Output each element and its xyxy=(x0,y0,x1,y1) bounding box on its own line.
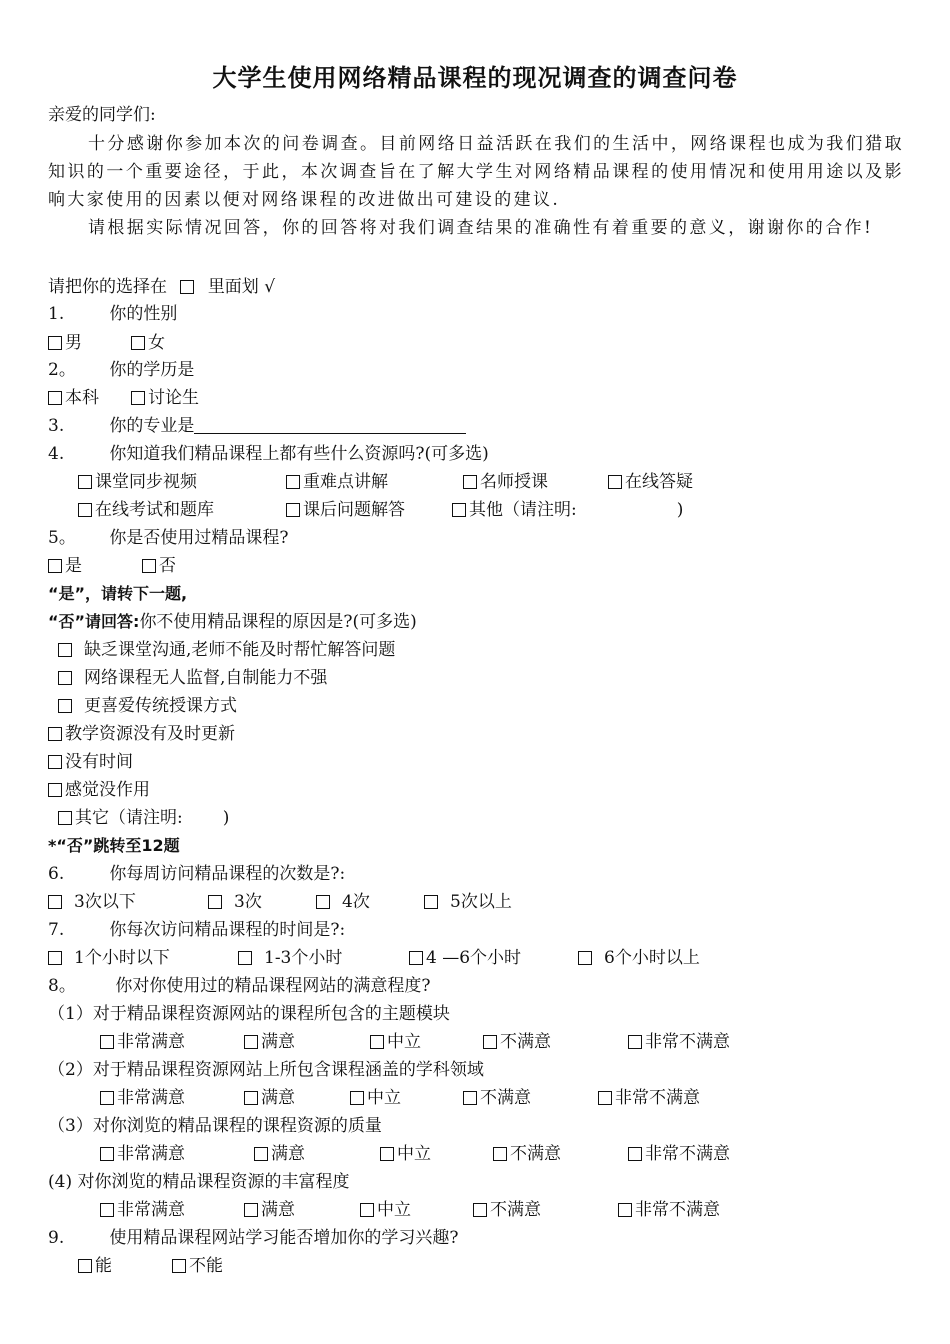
q7-option-3[interactable] xyxy=(409,947,521,969)
question-3 xyxy=(48,415,466,437)
option-label: 其他（请注明: xyxy=(469,500,577,520)
option-label: 不满意 xyxy=(480,1088,531,1108)
option-label: 在线答疑 xyxy=(625,472,693,492)
mark-instruction-post: 里面划 √ xyxy=(207,277,276,297)
question-number: 9. xyxy=(48,1228,65,1248)
q8-sub-3-label: （3）对你浏览的精品课程的课程资源的质量 xyxy=(48,1116,382,1136)
checkbox[interactable] xyxy=(48,895,62,909)
q2-option-undergrad[interactable] xyxy=(48,387,99,409)
checkbox[interactable] xyxy=(48,783,62,797)
checkbox[interactable] xyxy=(244,1035,258,1049)
question-number: 4. xyxy=(48,444,65,464)
option-label: 更喜爱传统授课方式 xyxy=(84,696,237,716)
option-label: 非常满意 xyxy=(117,1200,185,1220)
checkbox[interactable] xyxy=(360,1203,374,1217)
q5-reason-5[interactable] xyxy=(48,751,133,773)
option-label: 名师授课 xyxy=(480,472,548,492)
option-label: 教学资源没有及时更新 xyxy=(65,724,235,744)
instruction-paragraph: 请根据实际情况回答，你的回答将对我们调查结果的准确性有着重要的意义，谢谢你的合作! xyxy=(88,218,874,238)
q4-option-teachers[interactable] xyxy=(463,471,548,493)
q6-option-4[interactable] xyxy=(424,891,512,913)
checkbox[interactable] xyxy=(208,895,222,909)
option-label: 重难点讲解 xyxy=(303,472,388,492)
q5-reason-1[interactable] xyxy=(58,639,395,661)
option-label: 满意 xyxy=(271,1144,305,1164)
q8-4-satisfied[interactable] xyxy=(244,1199,295,1221)
q4-option-keypoints[interactable] xyxy=(286,471,388,493)
question-text: 你知道我们精品课程上都有些什么资源吗?(可多选) xyxy=(109,444,489,464)
question-2 xyxy=(48,359,194,381)
option-label: 不满意 xyxy=(500,1032,551,1052)
q4-option-video[interactable] xyxy=(78,471,197,493)
checkbox[interactable] xyxy=(100,1147,114,1161)
option-label: 网络课程无人监督,自制能力不强 xyxy=(84,668,328,688)
option-label: 中立 xyxy=(377,1200,411,1220)
option-label: 非常不满意 xyxy=(645,1144,730,1164)
q8-2-very-dissatisfied[interactable] xyxy=(598,1087,700,1109)
q8-3-very-satisfied[interactable] xyxy=(100,1143,185,1165)
checkbox[interactable] xyxy=(58,811,72,825)
checkbox[interactable] xyxy=(628,1147,642,1161)
checkbox[interactable] xyxy=(244,1091,258,1105)
q8-2-neutral[interactable] xyxy=(350,1087,401,1109)
checkbox[interactable] xyxy=(618,1203,632,1217)
checkbox-example xyxy=(180,280,194,294)
q8-1-very-satisfied[interactable] xyxy=(100,1031,185,1053)
q4-option-qa[interactable] xyxy=(608,471,693,493)
checkbox[interactable] xyxy=(463,1091,477,1105)
q8-1-very-dissatisfied[interactable] xyxy=(628,1031,730,1053)
checkbox[interactable] xyxy=(172,1259,186,1273)
option-label: 是 xyxy=(65,556,82,576)
option-label: 3次 xyxy=(234,892,262,912)
question-number: 6. xyxy=(48,864,65,884)
option-label: 不满意 xyxy=(490,1200,541,1220)
option-label: 中立 xyxy=(397,1144,431,1164)
q5-no-question xyxy=(48,611,417,633)
q8-4-very-dissatisfied[interactable] xyxy=(618,1199,720,1221)
q8-1-dissatisfied[interactable] xyxy=(483,1031,551,1053)
page-title: 大学生使用网络精品课程的现况调查的调查问卷 xyxy=(212,64,738,92)
q8-sub-1-label: （1）对于精品课程资源网站的课程所包含的主题模块 xyxy=(48,1004,450,1024)
question-text: 使用精品课程网站学习能否增加你的学习兴趣? xyxy=(109,1228,459,1248)
option-label: 非常不满意 xyxy=(645,1032,730,1052)
checkbox[interactable] xyxy=(578,951,592,965)
checkbox[interactable] xyxy=(316,895,330,909)
option-label: 能 xyxy=(95,1256,112,1276)
q5-yes-instruction: “是”，请转下一题, xyxy=(48,584,188,603)
checkbox[interactable] xyxy=(286,503,300,517)
q5-reason-6[interactable] xyxy=(48,779,150,801)
option-label: 中立 xyxy=(387,1032,421,1052)
checkbox[interactable] xyxy=(100,1035,114,1049)
option-label: 1-3个小时 xyxy=(264,948,343,968)
checkbox[interactable] xyxy=(78,503,92,517)
option-label: 在线考试和题库 xyxy=(95,500,214,520)
mark-instruction-pre: 请把你的选择在 xyxy=(48,277,167,297)
q6-option-3[interactable] xyxy=(316,891,370,913)
question-text: 你是否使用过精品课程? xyxy=(109,528,289,548)
option-label: 4次 xyxy=(342,892,370,912)
q8-4-very-satisfied[interactable] xyxy=(100,1199,185,1221)
checkbox[interactable] xyxy=(48,336,62,350)
option-label: 没有时间 xyxy=(65,752,133,772)
checkbox[interactable] xyxy=(286,475,300,489)
question-9 xyxy=(48,1227,459,1249)
q4-option-exam[interactable] xyxy=(78,499,214,521)
checkbox[interactable] xyxy=(380,1147,394,1161)
q8-3-very-dissatisfied[interactable] xyxy=(628,1143,730,1165)
option-label: 女 xyxy=(148,333,165,353)
question-8 xyxy=(48,975,431,997)
checkbox[interactable] xyxy=(238,951,252,965)
checkbox[interactable] xyxy=(350,1091,364,1105)
question-7 xyxy=(48,919,345,941)
question-text: 你的学历是 xyxy=(109,360,195,380)
checkbox[interactable] xyxy=(483,1035,497,1049)
checkbox[interactable] xyxy=(473,1203,487,1217)
q8-sub-2-label: （2）对于精品课程资源网站上所包含课程涵盖的学科领域 xyxy=(48,1060,484,1080)
option-label: 1个小时以下 xyxy=(74,948,170,968)
question-4 xyxy=(48,443,489,465)
question-number: 3. xyxy=(48,416,65,436)
checkbox[interactable] xyxy=(131,391,145,405)
question-number: 7. xyxy=(48,920,65,940)
q8-2-very-satisfied[interactable] xyxy=(100,1087,185,1109)
q5-no-text: 你不使用精品课程的原因是?(可多选) xyxy=(139,612,417,632)
question-number: 2。 xyxy=(48,360,76,380)
option-label-close: ) xyxy=(222,808,230,828)
option-label: 课堂同步视频 xyxy=(95,472,197,492)
q8-3-neutral[interactable] xyxy=(380,1143,431,1165)
option-label: 课后问题解答 xyxy=(303,500,405,520)
q4-option-after-class[interactable] xyxy=(286,499,405,521)
major-input-line[interactable] xyxy=(194,417,466,434)
option-label: 满意 xyxy=(261,1032,295,1052)
checkbox[interactable] xyxy=(48,755,62,769)
option-label: 非常满意 xyxy=(117,1088,185,1108)
checkbox[interactable] xyxy=(48,727,62,741)
question-number: 1. xyxy=(48,304,65,324)
checkbox[interactable] xyxy=(493,1147,507,1161)
checkbox[interactable] xyxy=(100,1203,114,1217)
checkbox[interactable] xyxy=(78,475,92,489)
option-label: 6个小时以上 xyxy=(604,948,700,968)
option-label: 3次以下 xyxy=(74,892,136,912)
q5-option-no[interactable] xyxy=(142,555,176,577)
q8-3-dissatisfied[interactable] xyxy=(493,1143,561,1165)
q8-4-neutral[interactable] xyxy=(360,1199,411,1221)
option-label-close: ) xyxy=(676,500,684,520)
option-label: 讨论生 xyxy=(148,388,199,408)
option-label: 4 —6个小时 xyxy=(426,948,522,968)
question-number: 8。 xyxy=(48,976,76,996)
option-label: 否 xyxy=(159,556,176,576)
option-label: 非常不满意 xyxy=(635,1200,720,1220)
q7-option-2[interactable] xyxy=(238,947,342,969)
checkbox[interactable] xyxy=(48,559,62,573)
option-label: 非常满意 xyxy=(117,1144,185,1164)
checkbox[interactable] xyxy=(598,1091,612,1105)
checkbox[interactable] xyxy=(58,643,72,657)
question-text: 你的性别 xyxy=(109,304,178,324)
checkbox[interactable] xyxy=(48,391,62,405)
q5-reason-2[interactable] xyxy=(58,667,327,689)
question-text: 你的专业是 xyxy=(109,416,195,436)
question-5 xyxy=(48,527,289,549)
q8-4-dissatisfied[interactable] xyxy=(473,1199,541,1221)
checkbox[interactable] xyxy=(424,895,438,909)
q8-2-dissatisfied[interactable] xyxy=(463,1087,531,1109)
q5-no-label: “否”请回答: xyxy=(48,612,140,631)
q8-sub-4-label: (4) 对你浏览的精品课程资源的丰富程度 xyxy=(48,1172,350,1192)
intro-paragraph: 十分感谢你参加本次的问卷调查。目前网络日益活跃在我们的生活中，网络课程也成为我们猎取知识的一个重要途径，于此，本次调查旨在了解大学生对网络精品课程的使用情况和使用用途以及影响大家使用的因素以便对网络课程的改进做出可建设的建议. xyxy=(48,134,904,210)
q7-option-1[interactable] xyxy=(48,947,170,969)
question-6 xyxy=(48,863,345,885)
checkbox[interactable] xyxy=(409,951,423,965)
checkbox[interactable] xyxy=(254,1147,268,1161)
question-1 xyxy=(48,303,177,325)
q8-1-satisfied[interactable] xyxy=(244,1031,295,1053)
q5-option-yes[interactable] xyxy=(48,555,82,577)
option-label: 不能 xyxy=(189,1256,223,1276)
checkbox[interactable] xyxy=(48,951,62,965)
checkbox[interactable] xyxy=(452,503,466,517)
checkbox[interactable] xyxy=(100,1091,114,1105)
q5-reason-4[interactable] xyxy=(48,723,235,745)
checkbox[interactable] xyxy=(131,336,145,350)
option-label: 5次以上 xyxy=(450,892,512,912)
mark-instruction xyxy=(48,276,275,298)
q5-reason-other[interactable] xyxy=(58,807,229,829)
option-label: 本科 xyxy=(65,388,99,408)
option-label: 非常满意 xyxy=(117,1032,185,1052)
question-text: 你对你使用过的精品课程网站的满意程度? xyxy=(115,976,431,996)
q5-reason-3[interactable] xyxy=(58,695,237,717)
checkbox[interactable] xyxy=(58,671,72,685)
option-label: 满意 xyxy=(261,1200,295,1220)
checkbox[interactable] xyxy=(142,559,156,573)
q8-3-satisfied[interactable] xyxy=(254,1143,305,1165)
checkbox[interactable] xyxy=(628,1035,642,1049)
q1-option-female[interactable] xyxy=(131,332,165,354)
q7-option-4[interactable] xyxy=(578,947,700,969)
q9-option-yes[interactable] xyxy=(78,1255,112,1277)
checkbox[interactable] xyxy=(78,1259,92,1273)
option-label: 缺乏课堂沟通,老师不能及时帮忙解答问题 xyxy=(84,640,396,660)
q5-jump-note: *“否”跳转至12题 xyxy=(48,836,180,855)
q2-option-graduate[interactable] xyxy=(131,387,199,409)
q6-option-2[interactable] xyxy=(208,891,262,913)
option-label: 男 xyxy=(65,333,82,353)
checkbox[interactable] xyxy=(244,1203,258,1217)
q8-2-satisfied[interactable] xyxy=(244,1087,295,1109)
option-label: 其它（请注明: xyxy=(75,808,183,828)
question-number: 5。 xyxy=(48,528,76,548)
option-label: 非常不满意 xyxy=(615,1088,700,1108)
q4-option-other[interactable] xyxy=(452,499,683,521)
checkbox[interactable] xyxy=(370,1035,384,1049)
q8-1-neutral[interactable] xyxy=(370,1031,421,1053)
checkbox[interactable] xyxy=(463,475,477,489)
option-label: 不满意 xyxy=(510,1144,561,1164)
q6-option-1[interactable] xyxy=(48,891,136,913)
q1-option-male[interactable] xyxy=(48,332,82,354)
checkbox[interactable] xyxy=(608,475,622,489)
greeting: 亲爱的同学们: xyxy=(48,105,156,125)
option-label: 感觉没作用 xyxy=(65,780,150,800)
option-label: 中立 xyxy=(367,1088,401,1108)
question-text: 你每次访问精品课程的时间是?: xyxy=(109,920,346,940)
question-text: 你每周访问精品课程的次数是?: xyxy=(109,864,346,884)
checkbox[interactable] xyxy=(58,699,72,713)
option-label: 满意 xyxy=(261,1088,295,1108)
q9-option-no[interactable] xyxy=(172,1255,223,1277)
